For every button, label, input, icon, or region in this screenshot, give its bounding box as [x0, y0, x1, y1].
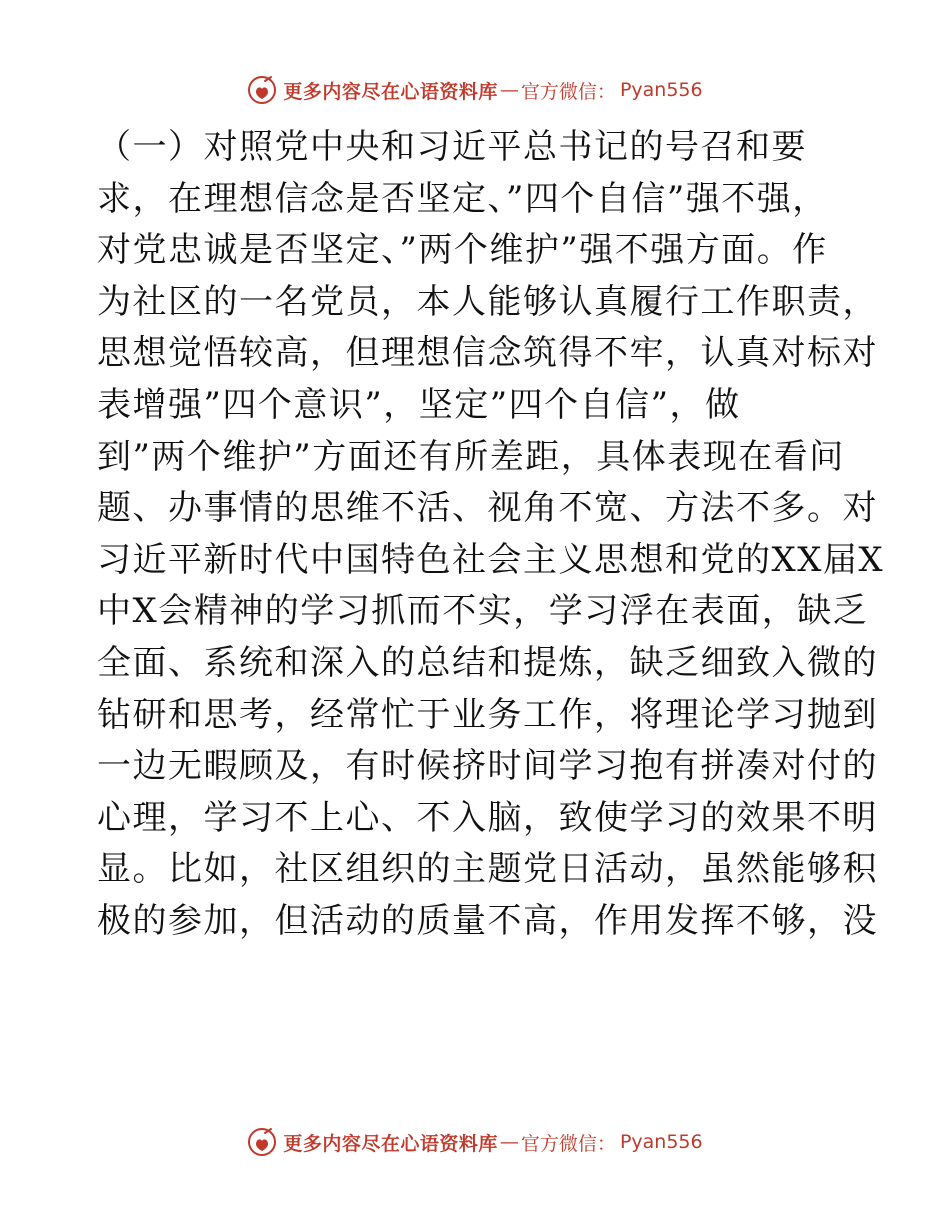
text-line: 习近平新时代中国特色社会主义思想和党的XX届X — [97, 539, 885, 580]
text-line: 到”两个维护”方面还有所差距，具体表现在看问 — [97, 436, 845, 477]
watermark-dash: — — [499, 1131, 519, 1153]
text-line: 思想觉悟较高，但理想信念筑得不牢，认真对标对 — [97, 333, 878, 374]
text-line: （一）对照党中央和习近平总书记的号召和要 — [97, 127, 807, 167]
watermark-text: 更多内容尽在心语资料库 — [283, 1132, 498, 1155]
watermark-wechat-label: 官方微信： — [520, 80, 616, 103]
quill-heart-logo-icon — [247, 1127, 277, 1157]
header-watermark — [0, 70, 950, 110]
text-line: 表增强”四个意识”，坚定”四个自信”，做 — [97, 384, 741, 425]
text-line: 心理，学习不上心、不入脑，致使学习的效果不明 — [97, 797, 878, 838]
watermark-wechat-id: Pyan556 — [619, 1131, 703, 1153]
watermark-wechat-id: Pyan556 — [619, 79, 703, 101]
text-line: 对党忠诚是否坚定、”两个维护”强不强方面。作 — [97, 230, 828, 271]
document-body — [97, 122, 885, 948]
text-line: 极的参加，但活动的质量不高，作用发挥不够，没 — [97, 900, 878, 941]
text-line: 显。比如，社区组织的主题党日活动，虽然能够积 — [97, 849, 878, 890]
text-line: 中X会精神的学习抓而不实，学习浮在表面，缺乏 — [97, 591, 869, 632]
text-line: 一边无暇顾及，有时候挤时间学习抱有拼凑对付的 — [97, 746, 878, 787]
watermark-text: 更多内容尽在心语资料库 — [283, 80, 498, 103]
text-line: 钻研和思考，经常忙于业务工作，将理论学习抛到 — [97, 694, 878, 735]
quill-heart-logo-icon — [247, 75, 277, 105]
text-line: 全面、系统和深入的总结和提炼，缺乏细致入微的 — [97, 642, 878, 683]
watermark-dash: — — [499, 79, 519, 101]
text-line: 求，在理想信念是否坚定、”四个自信”强不强， — [97, 178, 828, 219]
footer-watermark — [0, 1122, 950, 1162]
text-line: 为社区的一名党员，本人能够认真履行工作职责， — [97, 281, 878, 322]
text-line: 题、办事情的思维不活、视角不宽、方法不多。对 — [97, 488, 878, 529]
watermark-wechat-label: 官方微信： — [520, 1132, 616, 1155]
